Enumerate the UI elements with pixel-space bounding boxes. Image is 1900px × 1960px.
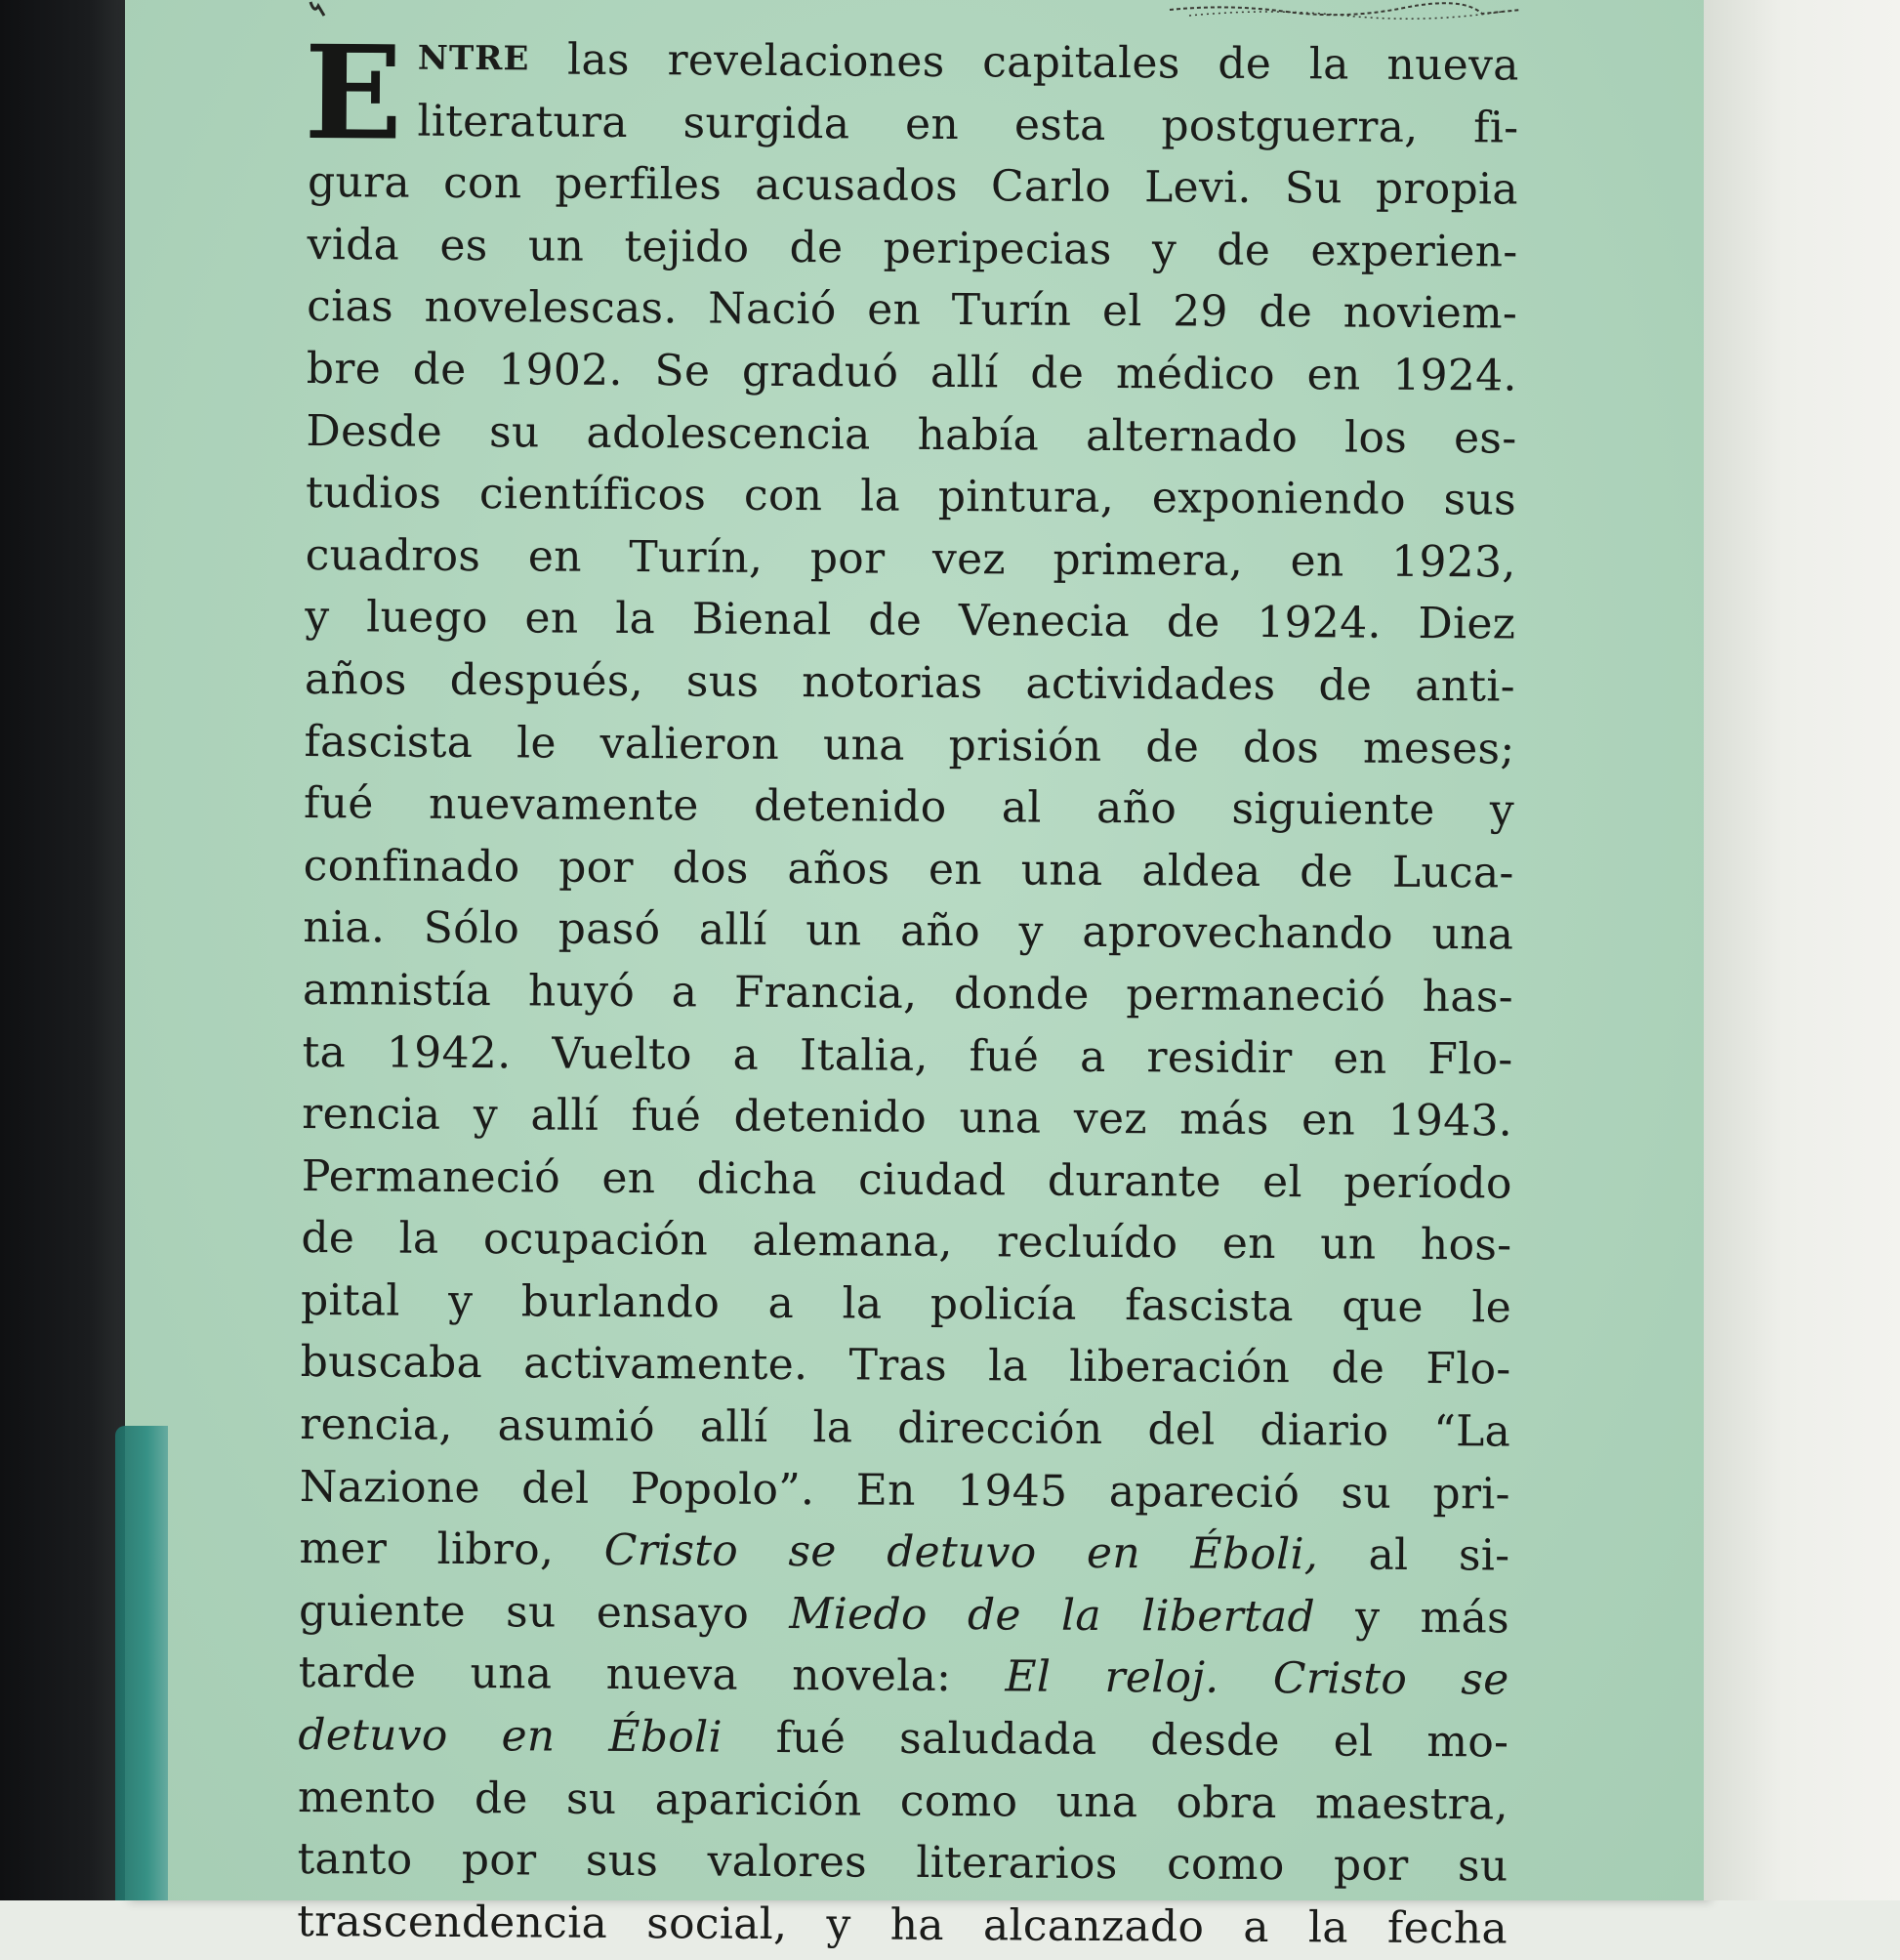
text-word: allí: [929, 347, 999, 398]
book-spine-shadow: [0, 0, 127, 1900]
flap-biography-text: [296, 17, 1519, 1960]
text-word: de: [1218, 38, 1272, 90]
text-word: 1924.: [1257, 598, 1382, 649]
text-word: una: [959, 1093, 1042, 1144]
text-word: mer: [299, 1523, 388, 1574]
text-word: vez: [931, 533, 1007, 585]
drop-cap: E: [304, 17, 403, 170]
text-word: de: [967, 1589, 1021, 1641]
text-word: esta: [1013, 100, 1106, 150]
text-word: Tras: [848, 1340, 948, 1392]
text-line: [306, 400, 1516, 470]
text-word: en: [1086, 1528, 1141, 1579]
text-word: Francia,: [733, 967, 918, 1019]
text-word: aparición: [654, 1773, 862, 1826]
text-word: alemana,: [752, 1216, 953, 1268]
text-word: un: [805, 905, 862, 956]
text-word: en: [1290, 535, 1344, 587]
text-word: la: [1060, 1590, 1102, 1641]
text-word: en: [501, 1711, 556, 1762]
text-word: Carlo: [990, 161, 1112, 213]
text-word: a: [732, 1029, 760, 1080]
text-word: En: [855, 1465, 916, 1516]
text-word: se: [1461, 1654, 1509, 1705]
text-word: y: [1489, 785, 1515, 836]
text-word: por: [558, 842, 635, 893]
text-word: detenido: [733, 1091, 928, 1143]
text-word: siguiente: [1231, 783, 1435, 836]
text-word: allí: [698, 904, 767, 956]
text-word: 29: [1173, 286, 1228, 338]
text-word: y: [473, 1090, 499, 1141]
text-line: [305, 648, 1515, 718]
text-word: Nazione: [299, 1461, 480, 1513]
text-word: en: [524, 593, 579, 645]
text-word: “La: [1433, 1406, 1511, 1457]
text-word: la: [615, 594, 656, 645]
text-word: valieron: [599, 718, 780, 770]
text-word: a: [671, 967, 698, 1018]
text-line: [300, 1456, 1510, 1525]
text-word: fecha: [1386, 1902, 1508, 1954]
text-line: [302, 1146, 1512, 1215]
text-word: fué: [969, 1030, 1040, 1082]
text-word: por: [809, 532, 886, 584]
text-word: hos-: [1420, 1220, 1512, 1271]
text-word: has-: [1422, 971, 1514, 1022]
text-line: [308, 90, 1518, 159]
text-word: tanto: [297, 1834, 413, 1885]
text-line: [304, 711, 1514, 780]
text-word: su: [1341, 1468, 1392, 1519]
text-word: luego: [366, 592, 488, 644]
text-word: dos: [672, 843, 749, 894]
text-word: alternado: [1085, 410, 1299, 462]
text-word: Luca-: [1391, 847, 1514, 898]
text-word: al: [1368, 1529, 1409, 1581]
text-word: 1902.: [498, 345, 623, 396]
text-line: [298, 1704, 1508, 1773]
text-word: y: [305, 592, 330, 643]
text-word: le: [1471, 1282, 1512, 1333]
text-word: fascista: [1125, 1280, 1295, 1332]
text-line: [304, 835, 1514, 904]
text-word: fué: [303, 778, 374, 829]
text-word: de: [1318, 660, 1373, 711]
text-word: diario: [1260, 1405, 1389, 1456]
text-word: meses;: [1362, 723, 1515, 774]
text-word: postguerra,: [1161, 100, 1419, 152]
text-word: la: [1307, 1902, 1349, 1953]
text-word: y: [1018, 906, 1044, 957]
text-word: buscaba: [300, 1337, 483, 1389]
text-word: por: [1333, 1840, 1409, 1892]
text-word: huyó: [527, 966, 636, 1017]
text-word: más: [1179, 1094, 1269, 1146]
text-word: y: [1151, 225, 1177, 275]
text-word: científicos: [478, 469, 707, 521]
text-word: ciudad: [857, 1154, 1007, 1206]
text-word: vida: [307, 219, 400, 271]
text-word: dirección: [897, 1402, 1103, 1455]
text-word: había: [917, 409, 1040, 461]
text-word: de: [1259, 287, 1313, 338]
text-word: Vuelto: [552, 1028, 692, 1079]
text-word: de: [1166, 597, 1220, 648]
text-word: más: [1420, 1592, 1510, 1644]
text-word: amnistía: [302, 964, 492, 1017]
text-word: residir: [1146, 1031, 1293, 1083]
text-line: [302, 1083, 1512, 1152]
text-word: de: [1300, 846, 1354, 897]
text-word: como: [899, 1775, 1018, 1827]
text-word: su: [505, 1587, 557, 1638]
text-word: donde: [953, 968, 1090, 1020]
text-word: Diez: [1418, 599, 1516, 649]
text-word: una: [470, 1648, 553, 1699]
text-word: El: [1005, 1651, 1052, 1703]
text-word: años: [787, 843, 890, 895]
text-word: aprovechando: [1082, 907, 1394, 960]
text-word: acusados: [755, 159, 959, 212]
text-word: Su: [1284, 163, 1343, 214]
text-word: ensayo: [596, 1587, 750, 1639]
text-line: [300, 1394, 1510, 1463]
text-word: se: [788, 1526, 837, 1577]
text-word: una: [822, 719, 905, 771]
text-line: [297, 1828, 1508, 1897]
text-word: sus: [585, 1835, 659, 1887]
text-word: libro,: [436, 1524, 555, 1575]
text-word: la: [842, 1278, 883, 1329]
text-word: el: [1261, 1156, 1303, 1207]
text-word: ha: [889, 1899, 945, 1950]
text-word: valores: [707, 1836, 868, 1888]
text-word: de: [301, 1213, 355, 1264]
text-word: de: [1217, 225, 1271, 275]
text-word: fascista: [304, 716, 474, 768]
page-edge-background: [1704, 0, 1900, 1900]
text-word: gura: [307, 157, 411, 208]
teal-cover-edge: [115, 1426, 168, 1900]
text-word: del: [1147, 1404, 1216, 1455]
text-line: [299, 1642, 1509, 1711]
text-word: allí: [699, 1401, 768, 1452]
text-word: Venecia: [958, 596, 1131, 647]
text-lines: [296, 17, 1519, 1960]
text-word: noviem-: [1342, 287, 1518, 339]
text-word: obra: [1176, 1777, 1277, 1828]
text-word: año: [899, 906, 981, 957]
text-word: su: [565, 1773, 617, 1824]
text-word: de: [1030, 348, 1085, 398]
text-line: [304, 772, 1514, 842]
text-word: Turín,: [629, 531, 764, 583]
text-word: período: [1343, 1157, 1512, 1209]
text-word: ta: [302, 1026, 347, 1077]
text-word: a: [767, 1277, 795, 1328]
text-word: su: [488, 406, 540, 458]
text-word: 1943.: [1387, 1095, 1513, 1147]
text-word: anti-: [1415, 660, 1516, 712]
text-line: [307, 214, 1517, 283]
text-word: revelaciones: [667, 35, 945, 87]
text-word: en: [527, 531, 582, 582]
text-word: como: [1166, 1839, 1285, 1891]
text-word: después,: [449, 654, 644, 707]
text-word: exponiendo: [1151, 473, 1406, 525]
text-word: en: [601, 1152, 656, 1203]
text-word: Cristo: [1272, 1653, 1408, 1705]
text-word: prisión: [948, 720, 1102, 771]
text-line: [308, 151, 1518, 221]
text-word: y: [1355, 1592, 1381, 1643]
text-word: Éboli: [608, 1711, 723, 1763]
text-word: los: [1343, 412, 1408, 463]
text-line: [299, 1580, 1509, 1649]
text-line: [305, 586, 1515, 655]
text-word: recluído: [996, 1217, 1178, 1269]
text-word: confinado: [303, 840, 520, 893]
text-word: experien-: [1310, 226, 1518, 277]
text-word: una: [1055, 1776, 1138, 1827]
text-word: 1924.: [1392, 350, 1517, 401]
text-word: y: [826, 1899, 851, 1950]
text-word: por: [461, 1835, 537, 1886]
text-line: [309, 27, 1519, 97]
text-word: de: [1145, 721, 1200, 772]
text-word: de: [474, 1772, 528, 1824]
text-line: [303, 897, 1513, 966]
text-word: nueva: [1386, 39, 1519, 91]
text-word: saludada: [898, 1713, 1097, 1765]
text-word: Cristo: [603, 1525, 739, 1576]
text-word: su: [1457, 1841, 1508, 1892]
text-word: si-: [1458, 1530, 1510, 1581]
text-line: [297, 1891, 1508, 1960]
text-word: pasó: [558, 903, 661, 955]
text-word: durante: [1047, 1155, 1221, 1207]
text-word: el: [1333, 1716, 1374, 1767]
text-word: al: [1001, 782, 1042, 833]
text-line: [307, 338, 1517, 407]
text-word: años: [304, 653, 407, 705]
text-word: notorias: [802, 657, 983, 709]
text-word: Flo-: [1425, 1344, 1511, 1396]
text-word: liberación: [1068, 1342, 1291, 1394]
text-word: Levi.: [1143, 162, 1252, 214]
text-word: reloj.: [1104, 1652, 1219, 1704]
text-line: [299, 1518, 1509, 1587]
text-word: en: [904, 99, 960, 149]
text-word: desde: [1150, 1715, 1281, 1767]
text-word: cuadros: [305, 529, 481, 581]
text-word: mento: [297, 1772, 436, 1823]
text-word: en: [867, 284, 922, 336]
text-word: una: [1431, 909, 1514, 960]
text-word: Sólo: [423, 903, 520, 954]
text-word: Popolo”.: [630, 1463, 815, 1515]
text-word: Se: [654, 346, 711, 396]
text-word: detuvo: [887, 1526, 1037, 1578]
text-word: nuevamente: [428, 778, 699, 831]
text-word: de: [868, 595, 923, 646]
text-word: Bienal: [691, 594, 832, 646]
text-word: novela:: [792, 1650, 952, 1702]
text-word: rencia: [302, 1089, 441, 1140]
text-word: literarios: [916, 1838, 1118, 1890]
text-word: es-: [1453, 412, 1517, 464]
text-word: las: [566, 34, 631, 86]
text-word: de: [412, 344, 467, 395]
text-word: libertad: [1140, 1591, 1316, 1643]
text-word: fi-: [1473, 102, 1519, 153]
text-word: Nació: [708, 283, 837, 335]
text-word: que: [1342, 1281, 1424, 1332]
text-word: maestra,: [1314, 1777, 1509, 1830]
text-word: año: [1095, 783, 1177, 834]
text-word: la: [812, 1402, 853, 1453]
text-word: mo-: [1426, 1717, 1509, 1768]
text-word: en: [1301, 1095, 1356, 1146]
text-line: [307, 275, 1517, 345]
text-word: allí: [530, 1090, 599, 1141]
text-word: propia: [1375, 163, 1519, 215]
text-word: y: [448, 1275, 474, 1326]
text-word: actividades: [1025, 658, 1276, 711]
text-word: la: [398, 1213, 439, 1265]
text-word: alcanzado: [982, 1900, 1205, 1952]
text-word: Miedo: [789, 1588, 928, 1640]
text-word: nueva: [605, 1649, 739, 1701]
text-word: trascendencia: [296, 1896, 608, 1948]
text-word: Turín: [951, 285, 1072, 337]
text-word: en: [928, 844, 983, 895]
text-word: peripecias: [883, 223, 1112, 274]
text-word: guiente: [298, 1585, 467, 1637]
text-line: [298, 1767, 1508, 1836]
text-word: 1923,: [1390, 536, 1516, 588]
text-word: detuvo: [298, 1709, 448, 1761]
text-word: activamente.: [523, 1338, 808, 1391]
text-word: médico: [1115, 349, 1276, 400]
text-line: [301, 1207, 1511, 1276]
text-word: adolescencia: [586, 407, 871, 460]
text-word: 1942.: [386, 1027, 512, 1078]
text-word: a: [1243, 1901, 1270, 1952]
text-word: una: [1020, 845, 1103, 896]
text-word: la: [1308, 39, 1349, 90]
lead-small-caps: NTRE: [417, 38, 530, 79]
text-word: fué: [775, 1712, 847, 1764]
text-word: surgida: [682, 97, 850, 148]
text-word: la: [860, 471, 901, 521]
text-word: tejido: [624, 221, 750, 272]
text-word: es: [439, 220, 488, 271]
text-word: en: [1221, 1219, 1276, 1270]
text-line: [306, 524, 1516, 594]
text-word: tudios: [305, 468, 442, 519]
text-word: literatura: [417, 96, 628, 147]
text-word: nia.: [303, 902, 386, 953]
text-word: policía: [929, 1278, 1077, 1330]
text-word: a: [1079, 1031, 1106, 1082]
text-word: del: [521, 1463, 590, 1514]
text-word: fué: [631, 1091, 702, 1142]
text-word: le: [516, 717, 557, 769]
text-word: graduó: [741, 346, 899, 397]
text-word: pintura,: [937, 472, 1115, 523]
text-word: el: [1101, 286, 1142, 337]
text-word: dos: [1242, 722, 1320, 772]
text-word: un: [527, 221, 585, 271]
text-word: cias: [307, 281, 394, 332]
text-word: ocupación: [482, 1214, 709, 1266]
text-word: primera,: [1053, 534, 1244, 586]
text-word: rencia,: [300, 1399, 453, 1450]
text-word: Éboli,: [1190, 1528, 1319, 1580]
text-word: perfiles: [555, 158, 723, 210]
text-line: [306, 462, 1516, 531]
text-line: [300, 1331, 1510, 1400]
text-word: novelescas.: [424, 282, 678, 334]
text-word: de: [1331, 1343, 1385, 1395]
text-word: la: [987, 1341, 1029, 1392]
text-word: con: [442, 158, 522, 209]
text-word: Desde: [306, 405, 443, 457]
text-word: bre: [306, 343, 382, 395]
text-word: permaneció: [1126, 970, 1386, 1022]
text-word: Flo-: [1427, 1033, 1513, 1085]
text-word: en: [1306, 350, 1361, 400]
text-word: tarde: [298, 1647, 417, 1699]
text-word: Permaneció: [301, 1150, 561, 1203]
text-word: sus: [685, 656, 760, 707]
top-ornament-border: [310, 0, 1527, 21]
text-word: pital: [300, 1274, 400, 1326]
text-word: apareció: [1108, 1466, 1301, 1518]
text-line: [303, 959, 1513, 1028]
text-word: burlando: [520, 1276, 721, 1328]
text-word: en: [1333, 1032, 1387, 1084]
text-word: un: [1320, 1219, 1377, 1270]
text-word: dicha: [696, 1153, 817, 1204]
text-word: asumió: [497, 1400, 656, 1452]
text-word: pri-: [1432, 1468, 1510, 1520]
text-word: con: [743, 470, 823, 521]
text-word: sus: [1443, 475, 1517, 525]
text-word: 1945: [957, 1465, 1068, 1517]
text-word: social,: [646, 1897, 788, 1949]
text-word: de: [789, 222, 844, 273]
text-word: detenido: [753, 780, 947, 833]
text-line: [302, 1021, 1512, 1090]
text-line: [301, 1270, 1511, 1339]
text-word: capitales: [982, 37, 1180, 89]
text-word: aldea: [1141, 845, 1261, 897]
text-word: vez: [1073, 1093, 1147, 1145]
text-word: Italia,: [799, 1029, 929, 1081]
